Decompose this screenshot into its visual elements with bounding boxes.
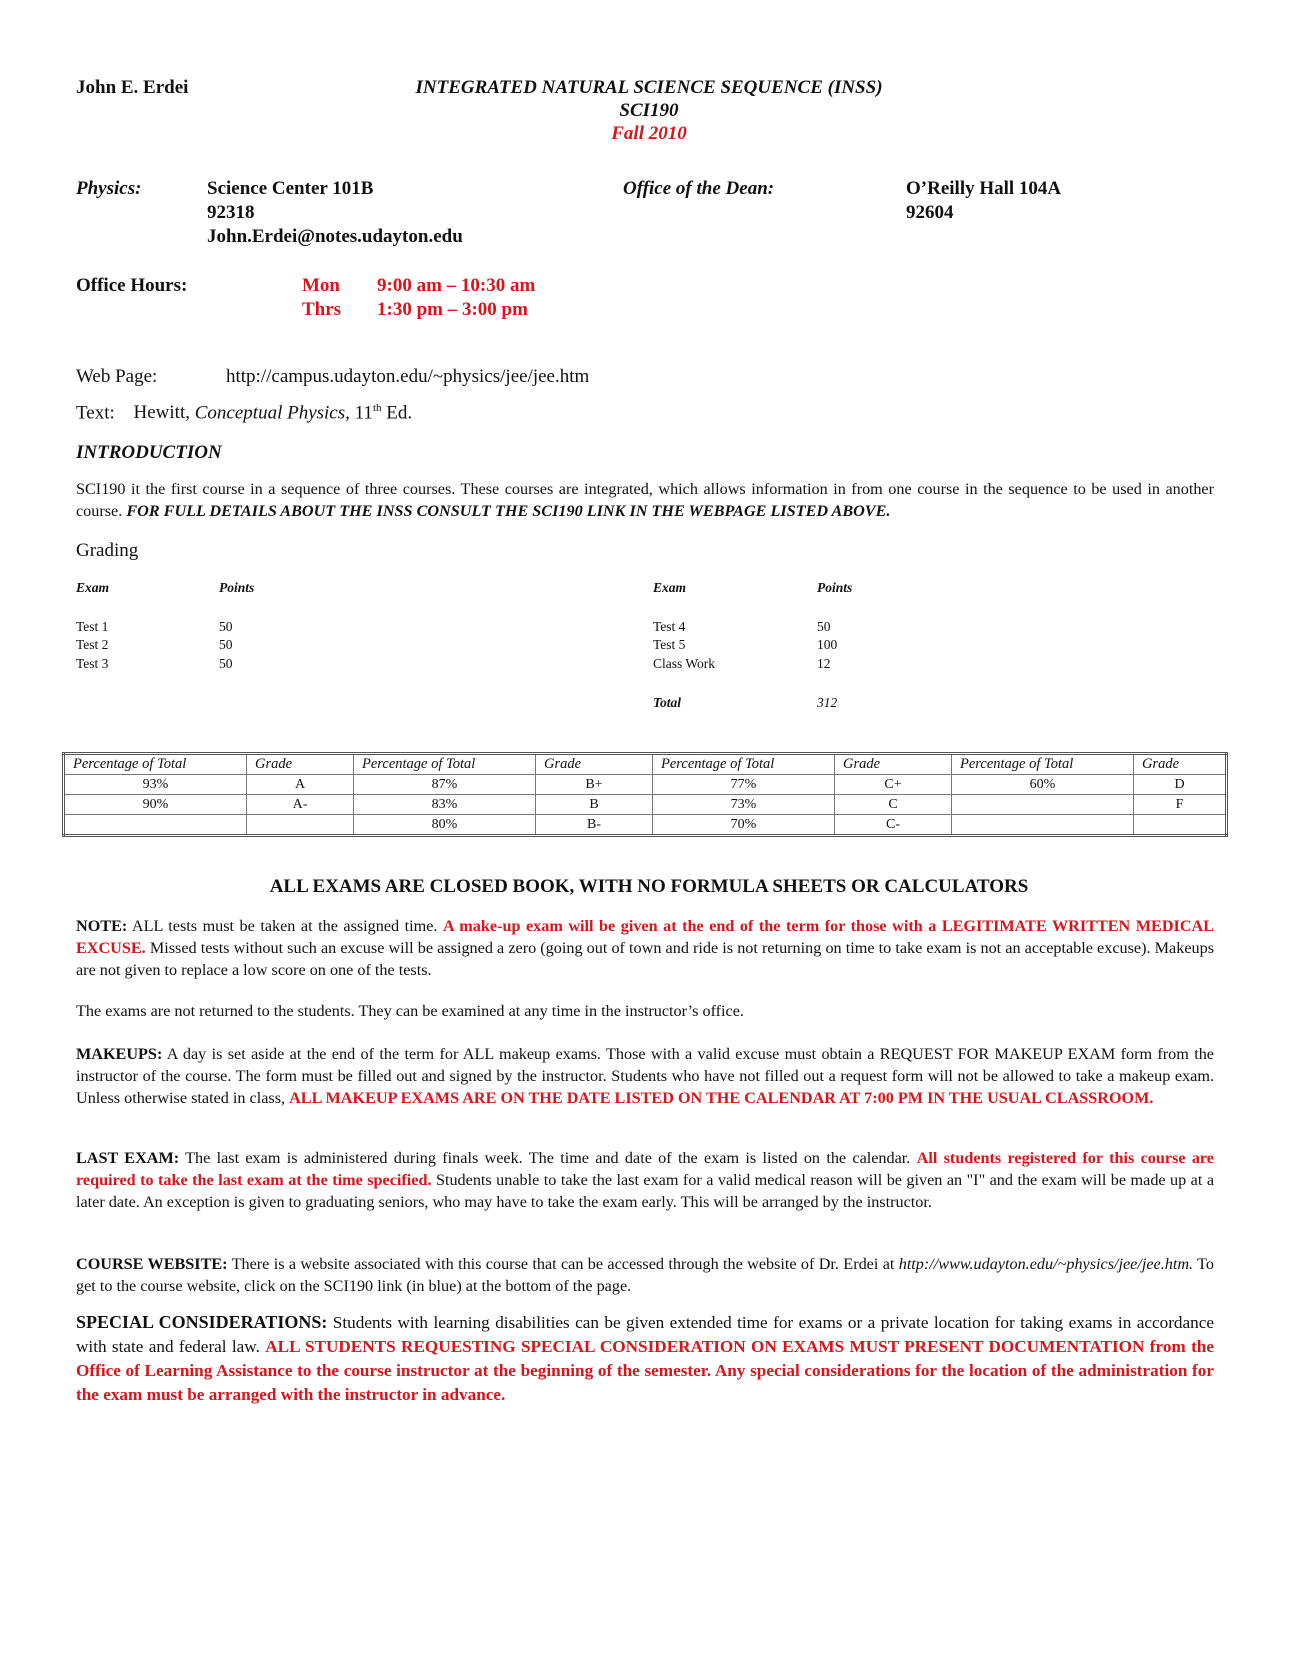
exam-points: 50 <box>219 637 233 652</box>
special-red: ALL STUDENTS REQUESTING SPECIAL CONSIDERATION ON EXAMS MUST PRESENT DOCUMENTATION <box>265 1337 1145 1356</box>
exam-name: Test 5 <box>653 637 686 652</box>
closed-book-banner: ALL EXAMS ARE CLOSED BOOK, WITH NO FORMULA SHEETS OR CALCULATORS <box>269 876 1029 897</box>
makeups-red: ALL MAKEUP EXAMS ARE ON THE DATE LISTED ON THE CALENDAR AT 7:00 PM IN THE USUAL CLASSROOM. <box>289 1089 1154 1107</box>
points-header: Points <box>817 580 853 595</box>
last-exam-red: All students registered for this course are required to take the last exam at the time specified. <box>76 1149 1214 1189</box>
table-cell: C <box>835 795 952 815</box>
email: John.Erdei@notes.udayton.edu <box>207 226 463 247</box>
textbook-edition-rest: Ed. <box>381 402 413 424</box>
term: Fall 2010 <box>611 123 687 144</box>
last-exam-text: The last exam is administered during finals week. The time and date of the exam is listed on the calendar. <box>179 1149 917 1167</box>
pct-header: Percentage of Total <box>354 754 536 775</box>
course-website-text-2: To get to the course website, click on the SCI190 link (in blue) at the bottom of the page. <box>76 1255 1214 1295</box>
exam-name: Test 2 <box>76 637 109 652</box>
intro-body: SCI190 it the first course in a sequence of three courses. These courses are integrated, which allows information in from one course in the sequence to be used in another course. <box>76 480 1214 520</box>
dean-phone: 92604 <box>906 202 954 223</box>
table-cell: 70% <box>653 815 835 836</box>
grade-header: Grade <box>835 754 952 775</box>
note-red: A make-up exam will be given at the end of the term for those with a LEGITIMATE WRITTEN MEDICAL EXCUSE. <box>76 917 1214 957</box>
course-title: INTEGRATED NATURAL SCIENCE SEQUENCE (INSS) <box>415 77 883 98</box>
table-cell: 90% <box>64 795 247 815</box>
exam-name: Test 4 <box>653 619 686 634</box>
note-paragraph <box>76 915 1214 981</box>
intro-paragraph <box>76 478 1214 522</box>
last-exam-label: LAST EXAM: <box>76 1149 180 1167</box>
last-exam-paragraph <box>76 1147 1214 1213</box>
grade-scale-table <box>62 752 1228 837</box>
table-cell: 87% <box>354 775 536 795</box>
office-hours-day: Mon <box>302 275 340 296</box>
special-red-2: from the Office of Learning Assistance to the course instructor at the beginning of the semester. Any special considerations for the location of the administration for the exam must be arranged with the instructor in advance. <box>76 1337 1214 1404</box>
points-header: Points <box>219 580 255 595</box>
web-page-url[interactable]: http://campus.udayton.edu/~physics/jee/jee.htm <box>226 366 590 387</box>
table-cell: F <box>1134 795 1227 815</box>
pct-header: Percentage of Total <box>952 754 1134 775</box>
table-cell: 80% <box>354 815 536 836</box>
table-row <box>64 815 1227 836</box>
exam-header: Exam <box>76 580 110 595</box>
table-cell: 60% <box>952 775 1134 795</box>
physics-office: Science Center 101B <box>207 178 374 199</box>
table-cell: 77% <box>653 775 835 795</box>
textbook <box>76 402 412 424</box>
note-label: NOTE: <box>76 917 128 935</box>
exam-points: 50 <box>219 619 233 634</box>
table-cell <box>1134 815 1227 836</box>
course-website-text: There is a website associated with this course that can be accessed through the website of Dr. Erdei at <box>227 1255 899 1273</box>
pct-header: Percentage of Total <box>653 754 835 775</box>
makeups-text: A day is set aside at the end of the term for ALL makeup exams. Those with a valid excuse must obtain a REQUEST FOR MAKEUP EXAM form from the instructor of the course. The form must be filled out and signed by the instructor. Students who have not filled out a request form will not be allowed to take a makeup exam. Unless otherwise stated in class, <box>76 1045 1214 1107</box>
exam-name: Class Work <box>653 656 716 671</box>
course-website-paragraph <box>76 1253 1214 1297</box>
special-label: SPECIAL CONSIDERATIONS: <box>76 1312 328 1332</box>
table-cell: B <box>536 795 653 815</box>
course-website-label: COURSE WEBSITE: <box>76 1255 228 1273</box>
physics-phone: 92318 <box>207 202 255 223</box>
total-label: Total <box>653 695 682 710</box>
course-code: SCI190 <box>619 100 679 121</box>
table-row <box>64 775 1227 795</box>
table-cell: 93% <box>64 775 247 795</box>
exam-header: Exam <box>653 580 687 595</box>
dean-label: Office of the Dean: <box>623 178 775 199</box>
intro-emphasis: FOR FULL DETAILS ABOUT THE INSS CONSULT THE SCI190 LINK IN THE WEBPAGE LISTED ABOVE. <box>126 502 891 520</box>
exam-points: 50 <box>817 619 831 634</box>
table-cell: A <box>247 775 354 795</box>
textbook-label: Text: <box>76 402 115 424</box>
grade-header: Grade <box>536 754 653 775</box>
office-hours-day: Thrs <box>302 299 342 320</box>
textbook-author: Hewitt, <box>133 402 190 424</box>
office-hours-label: Office Hours: <box>76 275 188 296</box>
exam-points: 12 <box>817 656 831 671</box>
table-row <box>64 795 1227 815</box>
grading-heading: Grading <box>76 540 139 561</box>
table-cell: B- <box>536 815 653 836</box>
table-cell: A- <box>247 795 354 815</box>
exam-name: Test 3 <box>76 656 109 671</box>
pct-header: Percentage of Total <box>64 754 247 775</box>
intro-heading: INTRODUCTION <box>76 442 222 463</box>
textbook-edition: , 11 <box>345 402 373 424</box>
office-hours-time: 9:00 am – 10:30 am <box>377 275 536 296</box>
table-cell: C+ <box>835 775 952 795</box>
exam-name: Test 1 <box>76 619 109 634</box>
textbook-title: Conceptual Physics <box>194 402 346 424</box>
last-exam-text-2: Students unable to take the last exam for a valid medical reason will be given an "I" and the exam will be made up at a later date. An exception is given to graduating seniors, who may have to take the exam early. This will be arranged by the instructor. <box>76 1171 1215 1211</box>
table-header-row <box>64 754 1227 775</box>
special-text: Students with learning disabilities can be given extended time for exams or a private location for taking exams in accordance with state and federal law. <box>76 1313 1214 1356</box>
table-cell: D <box>1134 775 1227 795</box>
table-cell: B+ <box>536 775 653 795</box>
grade-header: Grade <box>1134 754 1227 775</box>
note-text: ALL tests must be taken at the assigned time. <box>127 917 443 935</box>
table-cell: 83% <box>354 795 536 815</box>
table-cell <box>952 795 1134 815</box>
special-considerations-paragraph <box>76 1310 1214 1407</box>
makeups-label: MAKEUPS: <box>76 1045 163 1063</box>
author-name: John E. Erdei <box>76 77 189 98</box>
total-value: 312 <box>817 695 838 710</box>
physics-label: Physics: <box>76 178 142 199</box>
grade-header: Grade <box>247 754 354 775</box>
exams-returned-paragraph: The exams are not returned to the students. They can be examined at any time in the instructor’s office. <box>76 1002 744 1020</box>
table-cell <box>952 815 1134 836</box>
note-text-2: Missed tests without such an excuse will be assigned a zero (going out of town and ride is not returning on time to take exam is not an acceptable excuse). Makeups are not given to replace a low score on one of the tests. <box>76 939 1214 979</box>
dean-office: O’Reilly Hall 104A <box>906 178 1062 199</box>
exam-points: 100 <box>817 637 838 652</box>
course-website-url[interactable]: http://www.udayton.edu/~physics/jee/jee.htm. <box>898 1255 1194 1273</box>
table-cell: C- <box>835 815 952 836</box>
table-cell: 73% <box>653 795 835 815</box>
textbook-edition-sup: th <box>372 402 382 414</box>
office-hours-time: 1:30 pm – 3:00 pm <box>377 299 528 320</box>
makeups-paragraph <box>76 1043 1214 1109</box>
table-cell <box>64 815 247 836</box>
exam-points: 50 <box>219 656 233 671</box>
web-page-label: Web Page: <box>76 366 158 387</box>
table-cell <box>247 815 354 836</box>
